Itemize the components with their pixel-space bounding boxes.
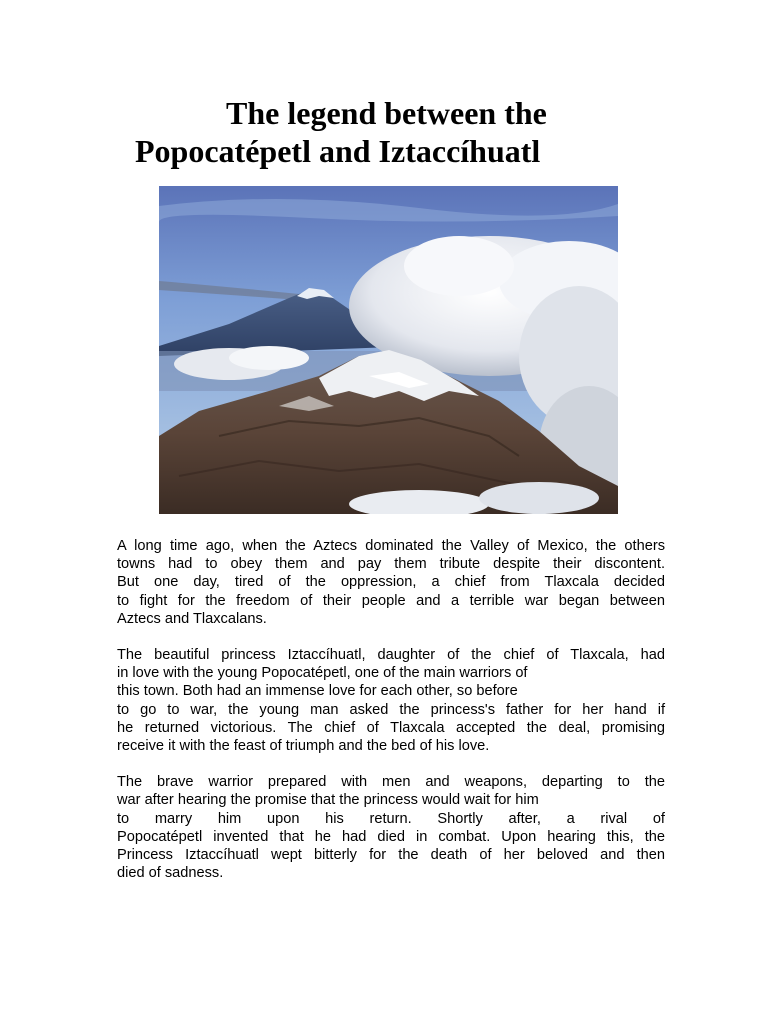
paragraph-2-line: this town. Both had an immense love for each other, so before: [117, 683, 518, 700]
paragraph-3-line: Princess Iztaccíhuatl wept bitterly for the death of her beloved and then: [117, 847, 665, 864]
paragraph-3: [117, 773, 665, 882]
paragraph-2-line: he returned victorious. The chief of Tlaxcala accepted the deal, promising: [117, 719, 665, 736]
paragraph-3-line: to marry him upon his return. Shortly after, a rival of: [117, 810, 665, 827]
paragraph-2-line: to go to war, the young man asked the princess's father for her hand if: [117, 701, 665, 718]
paragraph-1-line: Aztecs and Tlaxcalans.: [117, 610, 267, 627]
paragraph-1-line: But one day, tired of the oppression, a chief from Tlaxcala decided: [117, 574, 665, 591]
title-line-2: Popocatépetl and Iztaccíhuatl: [135, 133, 541, 169]
paragraph-2-line: The beautiful princess Iztaccíhuatl, daughter of the chief of Tlaxcala, had: [117, 647, 665, 664]
paragraph-3-line: Popocatépetl invented that he had died in combat. Upon hearing this, the: [117, 828, 665, 845]
paragraph-1: [117, 537, 665, 628]
volcano-photo-illustration: [159, 186, 618, 514]
paragraph-3-line: The brave warrior prepared with men and weapons, departing to the: [117, 774, 665, 791]
story-body: [117, 537, 665, 900]
paragraph-1-line: to fight for the freedom of their people and a terrible war began between: [117, 592, 665, 609]
title-line-1: The legend between the: [226, 95, 547, 131]
paragraph-2-line: receive it with the feast of triumph and the bed of his love.: [117, 738, 490, 755]
paragraph-2: [117, 646, 665, 755]
paragraph-3-line: war after hearing the promise that the princess would wait for him: [117, 792, 539, 809]
paragraph-3-line: died of sadness.: [117, 865, 224, 882]
volcano-photo: [159, 186, 618, 514]
paragraph-2-line: in love with the young Popocatépetl, one of the main warriors of: [117, 665, 528, 682]
paragraph-1-line: towns had to obey them and pay them tribute despite their discontent.: [117, 556, 665, 573]
page-title: [0, 94, 768, 170]
paragraph-1-line: A long time ago, when the Aztecs dominated the Valley of Mexico, the others: [117, 538, 665, 554]
